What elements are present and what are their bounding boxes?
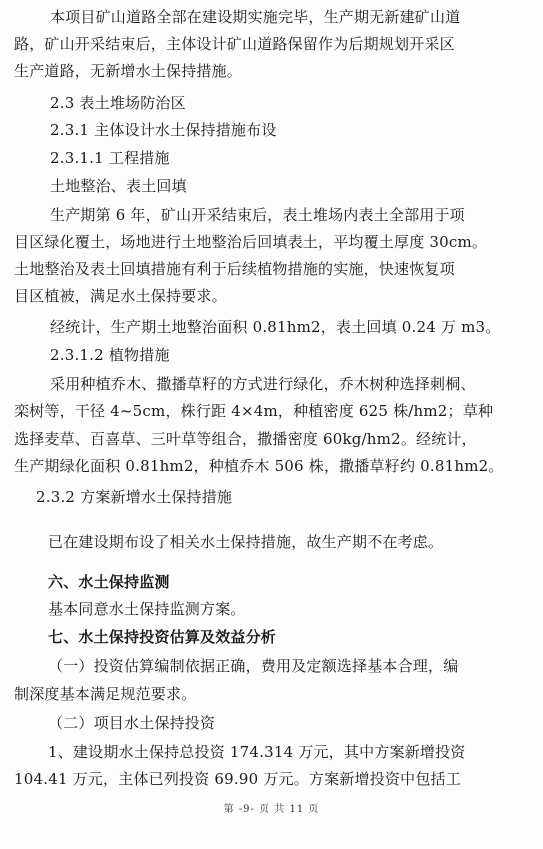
subsection-heading: 土地整治、表土回填: [50, 177, 187, 195]
text-line: 选择麦草、百喜草、三叶草等组合，撒播密度 60kg/hm2。经统计，: [14, 430, 477, 448]
text-line: 目区绿化覆土，场地进行土地整治后回填表土，平均覆土厚度 30cm。: [14, 233, 488, 251]
section-heading: 2.3 表土堆场防治区: [50, 94, 186, 112]
text-line: 已在建设期布设了相关水土保持措施，故生产期不在考虑。: [48, 533, 444, 551]
text-line: 路，矿山开采结束后，主体设计矿山道路保留作为后期规划开采区: [14, 35, 455, 53]
text-line: 栾树等，干径 4~5cm，株行距 4×4m，种植密度 625 株/hm2；草种: [14, 402, 494, 420]
section-heading: 2.3.1 主体设计水土保持措施布设: [50, 121, 277, 139]
text-line: （一）投资估算编制依据正确，费用及定额选择基本合理，编: [48, 657, 459, 675]
text-line: 土地整治及表土回填措施有利于后续植物措施的实施，快速恢复项: [14, 260, 455, 278]
text-line: 制深度基本满足规范要求。: [14, 685, 197, 703]
text-line: 本项目矿山道路全部在建设期实施完毕，生产期无新建矿山道: [50, 8, 461, 26]
text-line: 经统计，生产期土地整治面积 0.81hm2，表土回填 0.24 万 m3。: [50, 318, 501, 336]
text-line: 目区植被，满足水土保持要求。: [14, 287, 227, 305]
chapter-heading: 六、水土保持监测: [48, 573, 170, 591]
chapter-heading: 七、水土保持投资估算及效益分析: [48, 628, 277, 646]
section-heading: 2.3.1.2 植物措施: [50, 346, 170, 364]
text-line: 基本同意水土保持监测方案。: [48, 600, 246, 618]
subsection-heading: （二）项目水土保持投资: [48, 714, 216, 732]
text-line: 1、建设期水土保持总投资 174.314 万元，其中方案新增投资: [48, 743, 466, 761]
page-footer: 第 -9- 页 共 11 页: [223, 804, 320, 815]
text-line: 104.41 万元，主体已列投资 69.90 万元。方案新增投资中包括工: [14, 770, 461, 788]
text-line: 生产道路，无新增水土保持措施。: [14, 62, 243, 80]
text-line: 生产期绿化面积 0.81hm2，种植乔木 506 株，撒播草籽约 0.81hm2。: [14, 457, 504, 475]
text-line: 生产期第 6 年，矿山开采结束后，表土堆场内表土全部用于项: [50, 206, 465, 224]
section-heading: 2.3.2 方案新增水土保持措施: [36, 488, 233, 506]
section-heading: 2.3.1.1 工程措施: [50, 149, 170, 167]
text-line: 采用种植乔木、撒播草籽的方式进行绿化，乔木树种选择刺桐、: [50, 375, 476, 393]
